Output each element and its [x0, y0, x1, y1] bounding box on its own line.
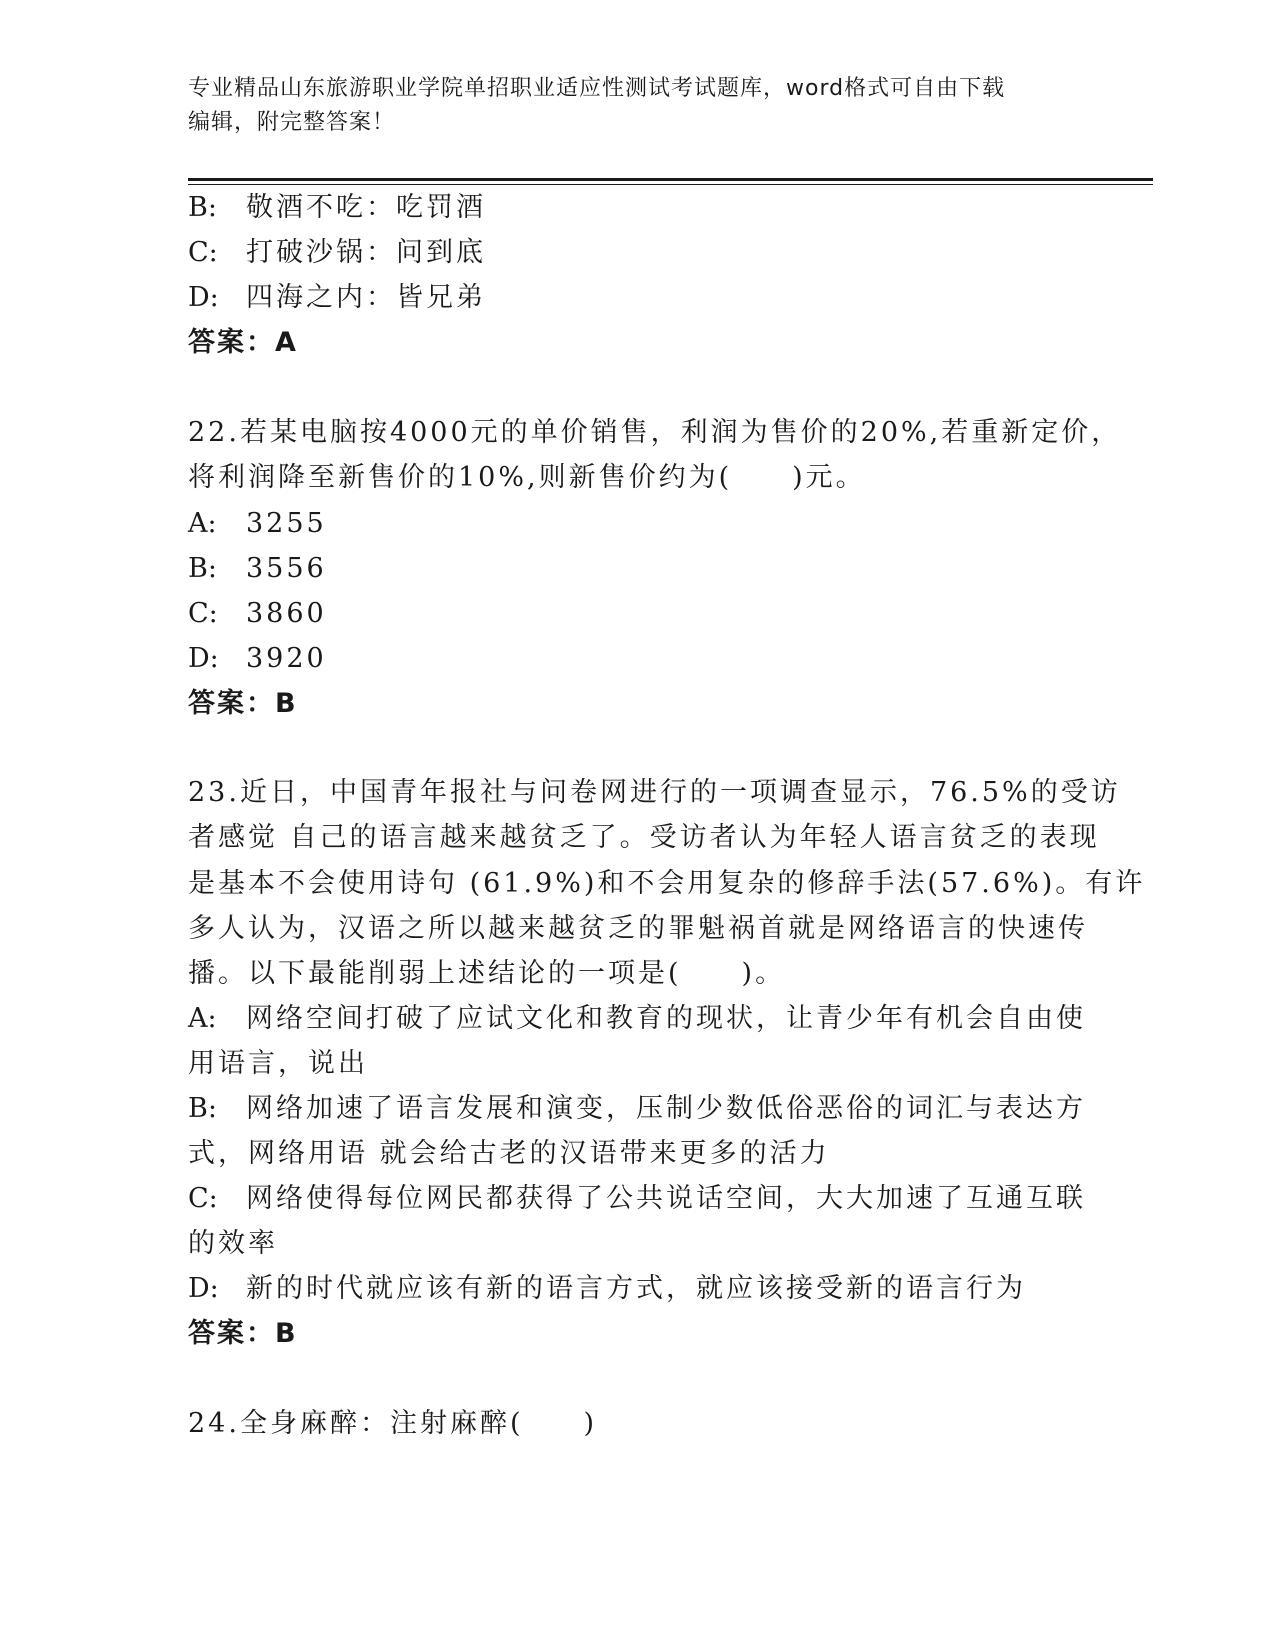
prev-answer: 答案：A: [188, 327, 298, 358]
q23-stem-line-1: 23.近日，中国青年报社与问卷网进行的一项调查显示，76.5%的受访: [188, 777, 1121, 808]
option-text: 3860: [246, 598, 327, 629]
option-text: 3556: [246, 553, 327, 584]
q23-option-a: [188, 996, 1086, 1042]
header-text: [188, 72, 1088, 140]
header-rule-thick: [188, 178, 1153, 181]
q22-option-c: [188, 591, 327, 637]
option-label: D:: [188, 1273, 219, 1304]
q23-answer: 答案：B: [188, 1318, 298, 1349]
option-text: 新的时代就应该有新的语言方式，就应该接受新的语言行为: [246, 1273, 1026, 1304]
option-text: 网络空间打破了应试文化和教育的现状，让青少年有机会自由使: [246, 1003, 1086, 1034]
q22-option-b: [188, 546, 327, 592]
option-text: 打破沙锅：问到底: [246, 237, 486, 268]
q22-option-d: [188, 636, 327, 682]
option-text: 3255: [246, 508, 327, 539]
prev-option-c: [188, 230, 486, 276]
option-label: B:: [188, 1093, 217, 1124]
q22-option-a: [188, 501, 327, 547]
option-text: 网络加速了语言发展和演变，压制少数低俗恶俗的词汇与表达方: [246, 1093, 1086, 1124]
q23-option-b-cont: 式，网络用语 就会给古老的汉语带来更多的活力: [188, 1138, 830, 1169]
q23-option-d: [188, 1266, 1026, 1312]
q24-stem-line-1: 24.全身麻醉：注射麻醉( ): [188, 1408, 598, 1439]
option-label: A:: [188, 508, 217, 539]
q23-stem-line-4: 多人认为，汉语之所以越来越贫乏的罪魁祸首就是网络语言的快速传: [188, 913, 1088, 944]
option-label: D:: [188, 282, 219, 313]
prev-option-b: [188, 185, 486, 231]
option-label: C:: [188, 598, 218, 629]
option-label: C:: [188, 237, 218, 268]
option-text: 四海之内：皆兄弟: [246, 282, 486, 313]
option-label: B:: [188, 192, 217, 223]
q22-stem-line-1: 22.若某电脑按4000元的单价销售，利润为售价的20%,若重新定价，: [188, 417, 1122, 448]
option-label: C:: [188, 1183, 218, 1214]
option-label: D:: [188, 643, 219, 674]
option-text: 敬酒不吃：吃罚酒: [246, 192, 486, 223]
q23-option-b: [188, 1086, 1086, 1132]
q22-answer: 答案：B: [188, 688, 298, 719]
q23-option-c-cont: 的效率: [188, 1228, 278, 1259]
q23-stem-line-3: 是基本不会使用诗句 (61.9%)和不会用复杂的修辞手法(57.6%)。有许: [188, 868, 1146, 899]
option-label: A:: [188, 1003, 217, 1034]
prev-option-d: [188, 275, 486, 321]
q23-option-a-cont: 用语言，说出: [188, 1048, 368, 1079]
q22-stem-line-2: 将利润降至新售价的10%,则新售价约为( )元。: [188, 462, 866, 493]
option-label: B:: [188, 553, 217, 584]
header-line-1: 专业精品山东旅游职业学院单招职业适应性测试考试题库，word格式可自由下载: [188, 76, 1006, 101]
option-text: 网络使得每位网民都获得了公共说话空间，大大加速了互通互联: [246, 1183, 1086, 1214]
q23-stem-line-2: 者感觉 自己的语言越来越贫乏了。受访者认为年轻人语言贫乏的表现: [188, 822, 1100, 853]
option-text: 3920: [246, 643, 327, 674]
header-line-2: 编辑，附完整答案！: [188, 110, 396, 135]
q23-option-c: [188, 1176, 1086, 1222]
q23-stem-line-5: 播。以下最能削弱上述结论的一项是( )。: [188, 958, 786, 989]
